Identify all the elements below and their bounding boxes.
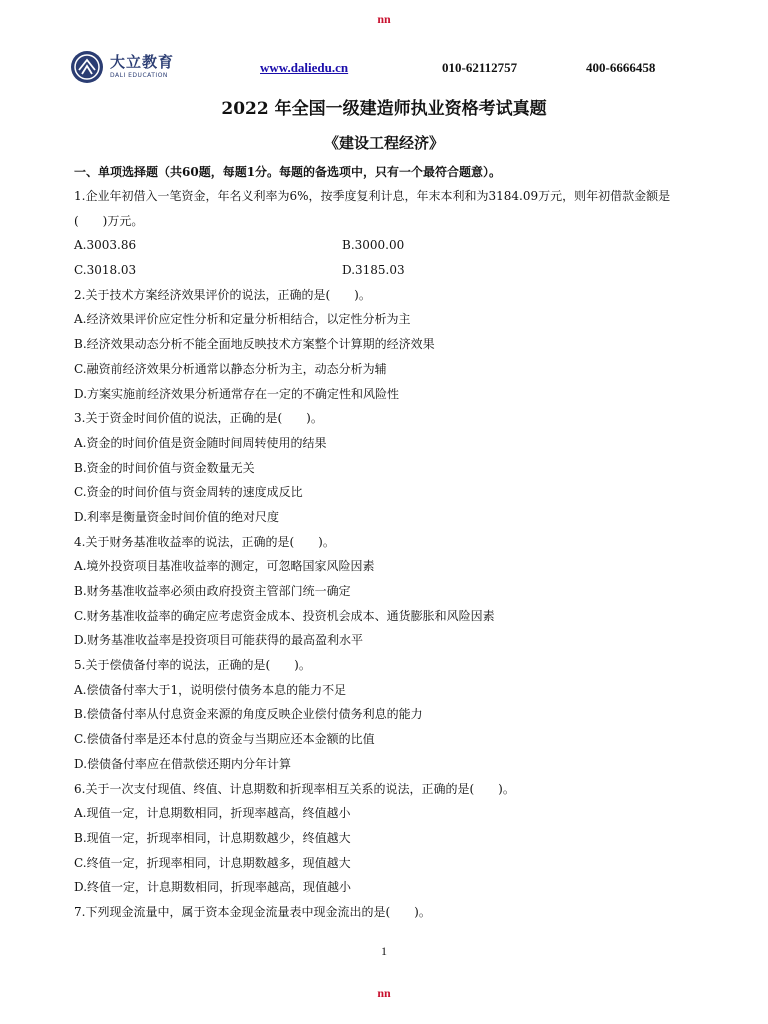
document-subtitle: 《建设工程经济》 — [323, 134, 444, 152]
question-3-option-d: D.利率是衡量资金时间价值的绝对尺度 — [74, 509, 280, 524]
question-6-stem: 6.关于一次支付现值、终值、计息期数和折现率相互关系的说法，正确的是( )。 — [74, 781, 515, 796]
phone-number-1: 010-62112757 — [442, 60, 518, 75]
question-3-option-c: C.资金的时间价值与资金周转的速度成反比 — [74, 485, 303, 500]
question-5-option-d: D.偿债备付率应在借款偿还期内分年计算 — [74, 756, 292, 771]
question-2-option-a: A.经济效果评价应定性分析和定量分析相结合，以定性分析为主 — [74, 312, 411, 327]
question-1-option-c: C.3018.03 — [74, 263, 137, 278]
question-4-option-b: B.财务基准收益率必须由政府投资主管部门统一确定 — [74, 584, 351, 599]
question-4-option-d: D.财务基准收益率是投资项目可能获得的最高盈利水平 — [74, 633, 364, 648]
watermark-top: nn — [377, 12, 391, 26]
question-1-options-row-2 — [74, 258, 694, 283]
page-number: 1 — [381, 944, 387, 958]
question-1-option-a: A.3003.86 — [74, 238, 137, 253]
question-1-option-b: B.3000.00 — [342, 238, 405, 253]
question-2-stem: 2.关于技术方案经济效果评价的说法，正确的是( )。 — [74, 287, 371, 302]
question-2-option-b: B.经济效果动态分析不能全面地反映技术方案整个计算期的经济效果 — [74, 337, 435, 352]
question-3-stem: 3.关于资金时间价值的说法，正确的是( )。 — [74, 411, 323, 426]
question-2-option-c: C.融资前经济效果分析通常以静态分析为主，动态分析为辅 — [74, 361, 387, 376]
question-4-option-a: A.境外投资项目基准收益率的测定，可忽略国家风险因素 — [74, 559, 375, 574]
question-content — [74, 162, 694, 925]
logo-english-name: DALI EDUCATION — [110, 72, 168, 79]
question-4-option-c: C.财务基准收益率的确定应考虑资金成本、投资机会成本、通货膨胀和风险因素 — [74, 608, 495, 623]
website-link[interactable]: www.daliedu.cn — [260, 60, 349, 75]
question-1-options-row-1 — [74, 233, 694, 258]
question-6-option-b: B.现值一定，折现率相同，计息期数越少，终值越大 — [74, 830, 351, 845]
question-5-option-b: B.偿债备付率从付息资金来源的角度反映企业偿付债务利息的能力 — [74, 707, 423, 722]
question-5-stem: 5.关于偿债备付率的说法，正确的是( )。 — [74, 658, 311, 673]
watermark-bottom: nn — [377, 986, 391, 1000]
question-1-option-d: D.3185.03 — [342, 263, 405, 278]
question-1-stem: 1.企业年初借入一笔资金，年名义利率为6%，按季度复利计息，年末本利和为3184.09万元，则年初借款金额是( )万元。 — [74, 189, 671, 228]
question-6-option-d: D.终值一定，计息期数相同，折现率越高，现值越小 — [74, 880, 352, 895]
question-7-stem: 7.下列现金流量中，属于资本金现金流量表中现金流出的是( )。 — [74, 904, 431, 919]
question-3-option-a: A.资金的时间价值是资金随时间周转使用的结果 — [74, 435, 327, 450]
document-title: 2022 年全国一级建造师执业资格考试真题 — [221, 99, 547, 119]
dali-logo-icon — [70, 50, 104, 84]
question-4-stem: 4.关于财务基准收益率的说法，正确的是( )。 — [74, 534, 335, 549]
section-heading: 一、单项选择题（共60题，每题1分。每题的备选项中，只有一个最符合题意）。 — [74, 165, 502, 179]
question-6-option-c: C.终值一定，折现率相同，计息期数越多，现值越大 — [74, 855, 351, 870]
question-5-option-c: C.偿债备付率是还本付息的资金与当期应还本金额的比值 — [74, 732, 375, 747]
question-3-option-b: B.资金的时间价值与资金数量无关 — [74, 460, 255, 475]
question-6-option-a: A.现值一定，计息期数相同，折现率越高，终值越小 — [74, 806, 351, 821]
question-5-option-a: A.偿债备付率大于1，说明偿付债务本息的能力不足 — [74, 682, 347, 697]
question-2-option-d: D.方案实施前经济效果分析通常存在一定的不确定性和风险性 — [74, 386, 400, 401]
logo — [70, 50, 174, 84]
phone-number-2: 400-6666458 — [586, 60, 656, 75]
page-header — [70, 50, 680, 90]
logo-chinese-name: 大立教育 — [110, 53, 175, 71]
